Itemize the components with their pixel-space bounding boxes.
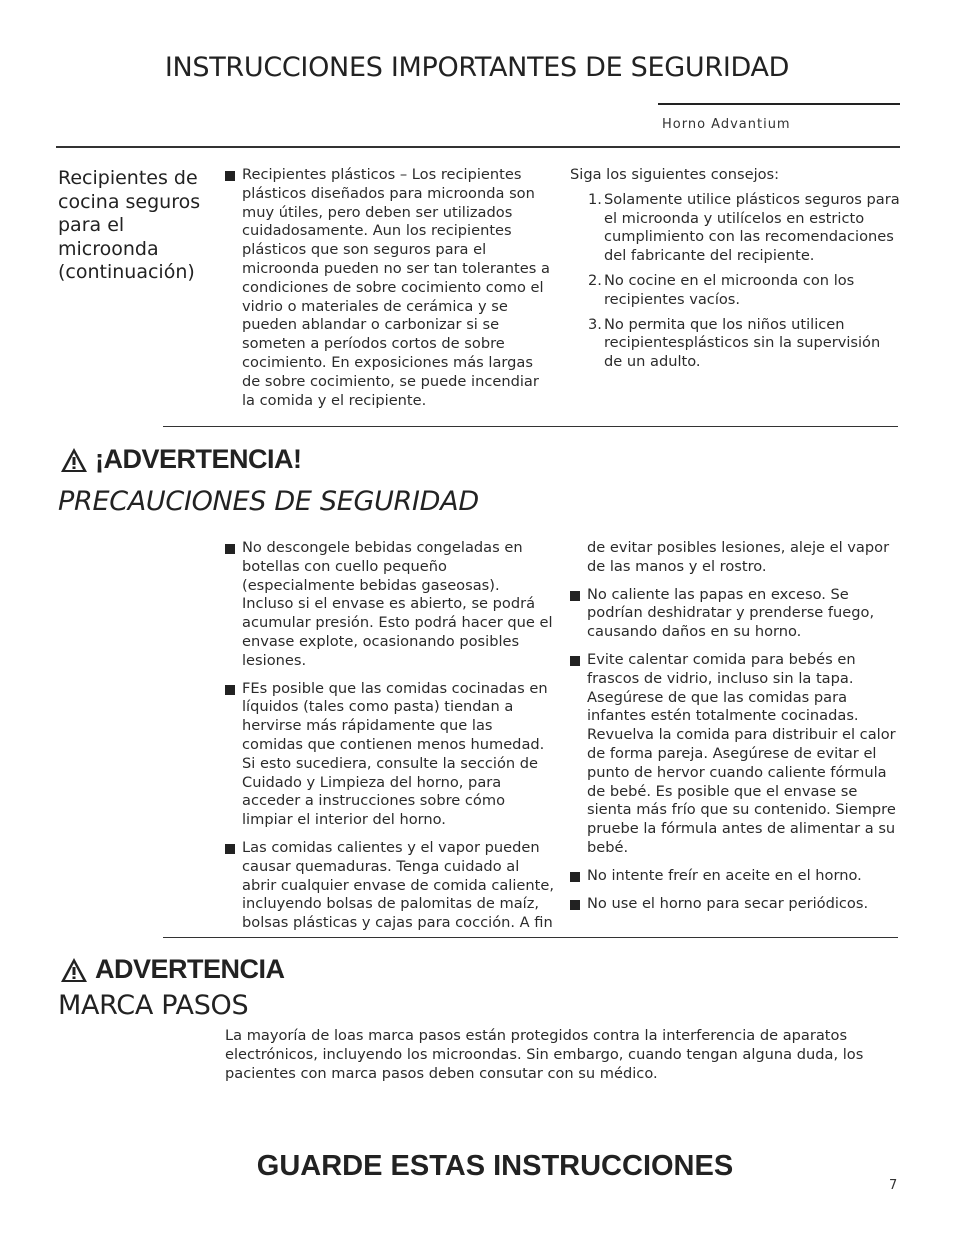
continuation-text: de evitar posibles lesiones, aleje el vapor de las manos y el rostro. — [587, 539, 890, 575]
tips-intro: Siga los siguientes consejos: — [570, 166, 780, 183]
list-item-text: No intente freír en aceite en el horno. — [587, 866, 862, 884]
square-bullet-icon — [570, 900, 580, 910]
list-item — [570, 867, 900, 886]
warning-triangle-icon — [60, 447, 88, 473]
item-text: Solamente utilice plásticos seguros para el microonda y utilícelos en estricto cumplimiento con las recomendaciones del fabricante del recipiente. — [604, 190, 900, 265]
item-number: 3. — [588, 315, 602, 333]
page-title: INSTRUCCIONES IMPORTANTES DE SEGURIDAD — [164, 52, 790, 83]
warning-heading-1 — [60, 444, 302, 475]
item-number: 2. — [588, 271, 602, 289]
list-item-text: FEs posible que las comidas cocinadas en líquidos (tales como pasta) tiendan a hervirse más rápidamente que las comidas que contienen menos humedad. Si esto sucediera, consulte la sección de Cuidado y Limpieza del horno, para acceder a instrucciones sobre cómo limpiar el interior del horno. — [242, 679, 548, 829]
header-rule-full — [56, 146, 900, 148]
square-bullet-icon — [225, 544, 235, 554]
warning-triangle-icon — [60, 957, 88, 983]
list-item-text: Las comidas calientes y el vapor pueden causar quemaduras. Tenga cuidado al abrir cualquier envase de comida caliente, incluyendo bolsas de palomitas de maíz, bolsas plásticas y cajas para cocción. A fin — [242, 838, 554, 932]
square-bullet-icon — [225, 171, 235, 181]
warning-label: ADVERTENCIA — [95, 954, 285, 984]
header-rule-short — [658, 103, 900, 105]
product-name: Horno Advantium — [662, 117, 791, 132]
list-item — [225, 839, 555, 933]
section1-left-column — [225, 166, 555, 419]
precautions-title: PRECAUCIONES DE SEGURIDAD — [58, 486, 479, 517]
square-bullet-icon — [225, 844, 235, 854]
list-item — [570, 651, 900, 858]
list-item — [225, 166, 555, 410]
numbered-item — [570, 316, 900, 372]
item-text: No cocine en el microonda con los recipientes vacíos. — [604, 271, 855, 308]
item-text: No permita que los niños utilicen recipientesplásticos sin la supervisión de un adulto. — [604, 315, 881, 371]
list-item — [225, 680, 555, 830]
square-bullet-icon — [570, 872, 580, 882]
section-side-heading: Recipientes de cocina seguros para el microonda (continuación) — [58, 167, 201, 283]
square-bullet-icon — [570, 656, 580, 666]
save-instructions-heading: GUARDE ESTAS INSTRUCCIONES — [256, 1150, 734, 1182]
warning-label: ¡ADVERTENCIA! — [95, 444, 302, 474]
section2-left-column — [225, 539, 555, 942]
warning-heading-2 — [60, 954, 285, 985]
section-divider-1 — [163, 426, 898, 427]
page-number: 7 — [889, 1178, 898, 1193]
square-bullet-icon — [570, 591, 580, 601]
list-item — [570, 895, 900, 914]
list-item-text: Evite calentar comida para bebés en frascos de vidrio, incluso sin la tapa. Asegúrese de que las comidas para infantes estén totalmente cocinadas. Revuelva la comida para distribuir el calor de forma pareja. Asegúrese de evitar el punto de hervor cuando caliente fórmula de bebé. Es posible que el envase se sienta más frío que su contenido. Siempre pruebe la fórmula antes de alimentar a su bebé. — [587, 650, 896, 856]
section2-right-column — [570, 539, 900, 922]
section-divider-2 — [163, 937, 898, 938]
numbered-item — [570, 191, 900, 266]
numbered-item — [570, 272, 900, 310]
pacemaker-body: La mayoría de loas marca pasos están protegidos contra la interferencia de aparatos electrónicos, incluyendo los microondas. Sin embargo, cuando tengan alguna duda, los pacientes con marca pasos deben consutar con su médico. — [225, 1027, 864, 1082]
section1-right-column — [570, 166, 900, 378]
list-item-text: No caliente las papas en exceso. Se podrían deshidratar y prenderse fuego, causando daños en su horno. — [587, 585, 875, 641]
square-bullet-icon — [225, 685, 235, 695]
pacemaker-title: MARCA PASOS — [58, 990, 249, 1021]
list-item — [570, 586, 900, 642]
list-item-text: Recipientes plásticos – Los recipientes plásticos diseñados para microonda son muy útiles, pero deben ser utilizados cuidadosamente. Aun los recipientes plásticos que son seguros para el microonda pueden no ser tan tolerantes a condiciones de sobre cocimiento como el vidrio o materiales de cerámica y se pueden ablandar o carbonizar si se someten a períodos cortos de sobre cocimiento. En exposiciones más largas de sobre cocimiento, se puede incendiar la comida y el recipiente. — [242, 166, 550, 409]
list-item-text: No use el horno para secar periódicos. — [587, 894, 869, 912]
item-number: 1. — [588, 190, 602, 208]
list-item — [225, 539, 555, 671]
list-item-text: No descongele bebidas congeladas en botellas con cuello pequeño (especialmente bebidas gaseosas). Incluso si el envase es abierto, se podrá acumular presión. Esto podrá hacer que el envase explote, ocasionando posibles lesiones. — [242, 539, 553, 669]
